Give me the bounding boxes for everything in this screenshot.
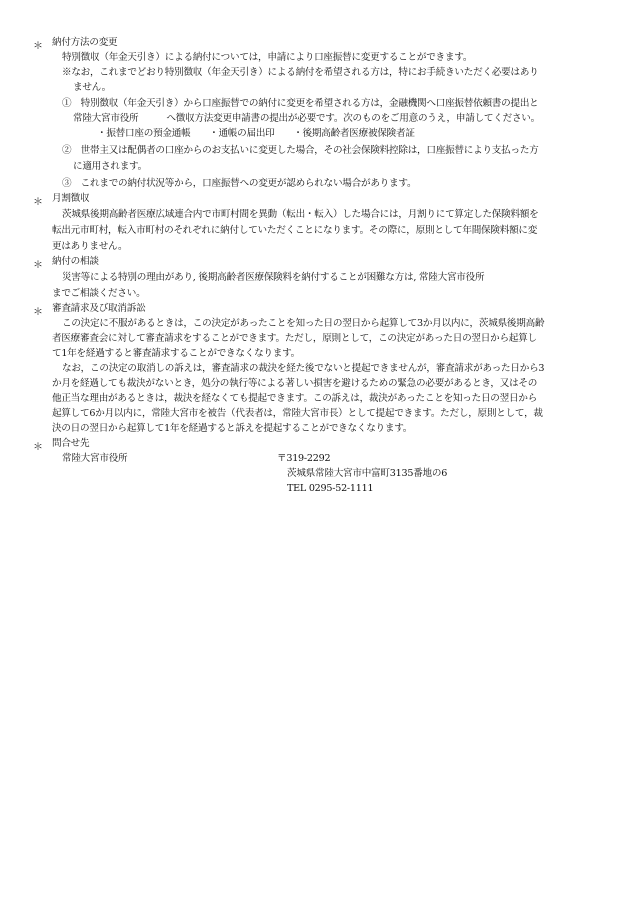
section-heading-contact: 問合せ先 [52,438,90,449]
section-heading-appeal: 審査請求及び取消訴訟 [52,303,146,314]
paragraph-line: ③ これまでの納付状況等から，口座振替への変更が認められない場合があります。 [62,178,417,189]
paragraph-line: に適用されます。 [73,161,147,172]
paragraph-line: 更はありません。 [52,241,128,252]
paragraph-line: 茨城県後期高齢者医療広域連合内で市町村間を異動（転出・転入）した場合には，月割りにて算定した保険料額を [62,209,539,220]
paragraph-line: 特別徴収（年金天引き）による納付については，申請により口座振替に変更することができます。 [62,52,473,63]
paragraph-line: 起算して6か月以内に，常陸大宮市を被告（代表者は，常陸大宮市長）として提起できます。ただし，原則として，裁 [52,408,543,419]
contact-phone: TEL 0295-52-1111 [287,483,374,494]
section-heading-monthly: 月割徴収 [52,193,90,204]
bullet-star: ＊ [33,442,43,453]
bullet-star: ＊ [33,307,43,318]
paragraph-line: までご相談ください。 [52,288,146,299]
paragraph-line: なお，この決定の取消しの訴えは，審査請求の裁決を経た後でないと提起できませんが，審査請求があった日から3 [62,363,545,374]
paragraph-line: 常陸大宮市役所 へ徴収方法変更申請書の提出が必要です。次のものをご用意のうえ，申請してください。 [73,113,540,124]
paragraph-line: 者医療審査会に対して審査請求をすることができます。ただし，原則として，この決定があった日の翌日から起算し [52,333,537,344]
required-items-line: ・振替口座の預金通帳 ・通帳の届出印 ・後期高齢者医療被保険者証 [97,128,415,139]
paragraph-line: ① 特別徴収（年金天引き）から口座振替での納付に変更を希望される方は，金融機関へ口座振替依頼書の提出と [62,98,539,109]
contact-postal-code: 〒319-2292 [277,453,331,464]
bullet-star: ＊ [33,260,43,271]
contact-address: 茨城県常陸大宮市中富町3135番地の6 [287,468,448,479]
paragraph-line: て1年を経過すると審査請求することができなくなります。 [52,348,301,359]
paragraph-line: この決定に不服があるときは，この決定があったことを知った日の翌日から起算して3か月以内に，茨城県後期高齢 [62,318,545,329]
paragraph-line: 他正当な理由があるときは，裁決を経なくても提起できます。この訴えは，裁決があったことを知った日の翌日から [52,393,538,404]
bullet-star: ＊ [33,197,43,208]
paragraph-line: 決の日の翌日から起算して1年を経過すると訴えを提起することができなくなります。 [52,423,413,434]
paragraph-line: か月を経過しても裁決がないとき，処分の執行等による著しい損害を避けるための緊急の必要があるとき，又はその [52,378,538,389]
paragraph-line: 転出元市町村，転入市町村のそれぞれに納付していただくことになります。その際に，原則として年間保険料額に変 [52,225,538,236]
paragraph-line: ません。 [73,82,111,93]
section-heading-payment-method: 納付方法の変更 [52,37,118,48]
paragraph-line: ② 世帯主又は配偶者の口座からのお支払いに変更した場合，その社会保険料控除は，口座振替により支払った方 [62,145,539,156]
section-heading-consultation: 納付の相談 [52,256,99,267]
paragraph-line: ※なお，これまでどおり特別徴収（年金天引き）による納付を希望される方は，特にお手続きいただく必要はあり [62,67,539,78]
paragraph-line: 災害等による特別の理由があり, 後期高齢者医療保険料を納付することが困難な方は, 常陸大宮市役所 [62,272,485,283]
contact-office: 常陸大宮市役所 [62,453,128,464]
bullet-star: ＊ [33,41,43,52]
